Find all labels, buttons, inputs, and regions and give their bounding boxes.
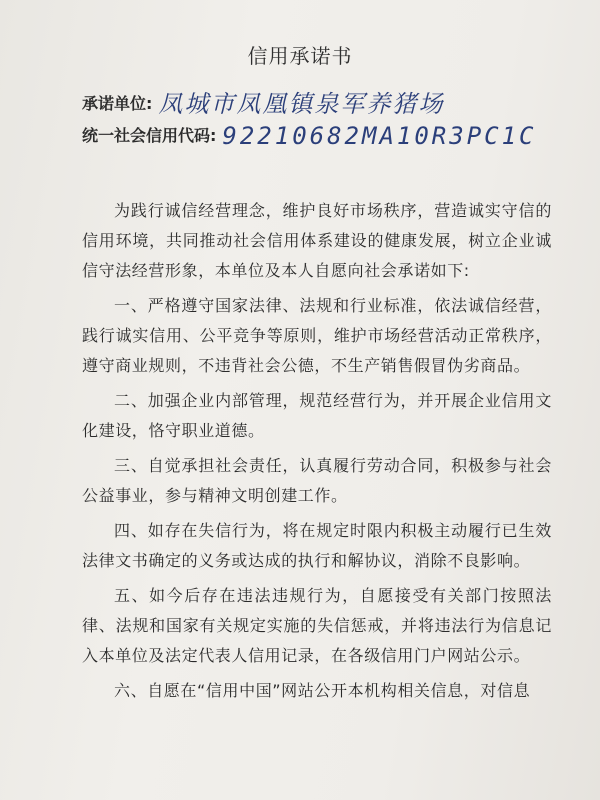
document-title: 信用承诺书 xyxy=(247,44,353,68)
clause-1: 一、严格遵守国家法律、法规和行业标准，依法诚信经营，践行诚实信用、公平竞争等原则，维护市场经营活动正常秩序，遵守商业规则，不违背社会公德，不生产销售假冒伪劣商品。 xyxy=(82,296,552,375)
clause-2: 二、加强企业内部管理，规范经营行为，并开展企业信用文化建设，恪守职业道德。 xyxy=(82,391,552,440)
clause-4: 四、如存在失信行为，将在规定时限内积极主动履行已生效法律文书确定的义务或达成的执行和解协议，消除不良影响。 xyxy=(82,521,552,570)
promising-unit-label: 承诺单位: xyxy=(82,94,153,113)
credit-code-handwritten-value: 92210682MA10R3PC1C xyxy=(222,122,537,150)
clause-5: 五、如今后存在违法违规行为，自愿接受有关部门按照法律、法规和国家有关规定实施的失信惩戒，并将违法行为信息记入本单位及法定代表人信用记录，在各级信用门户网站公示。 xyxy=(82,586,552,665)
clause-6-partial: 六、自愿在“信用中国”网站公开本机构相关信息，对信息 xyxy=(114,681,531,700)
intro-paragraph: 为践行诚信经营理念，维护良好市场秩序，营造诚实守信的信用环境，共同推动社会信用体系建设的健康发展，树立企业诚信守法经营形象，本单位及本人自愿向社会承诺如下: xyxy=(82,201,552,280)
document-body xyxy=(82,196,552,711)
credit-code-label: 统一社会信用代码: xyxy=(82,126,217,145)
credit-code-row xyxy=(82,122,537,150)
clause-3: 三、自觉承担社会责任，认真履行劳动合同，积极参与社会公益事业，参与精神文明创建工作。 xyxy=(82,456,552,505)
promising-unit-handwritten-value: 凤城市凤凰镇泉军养猪场 xyxy=(158,90,445,118)
promising-unit-row xyxy=(82,84,444,119)
